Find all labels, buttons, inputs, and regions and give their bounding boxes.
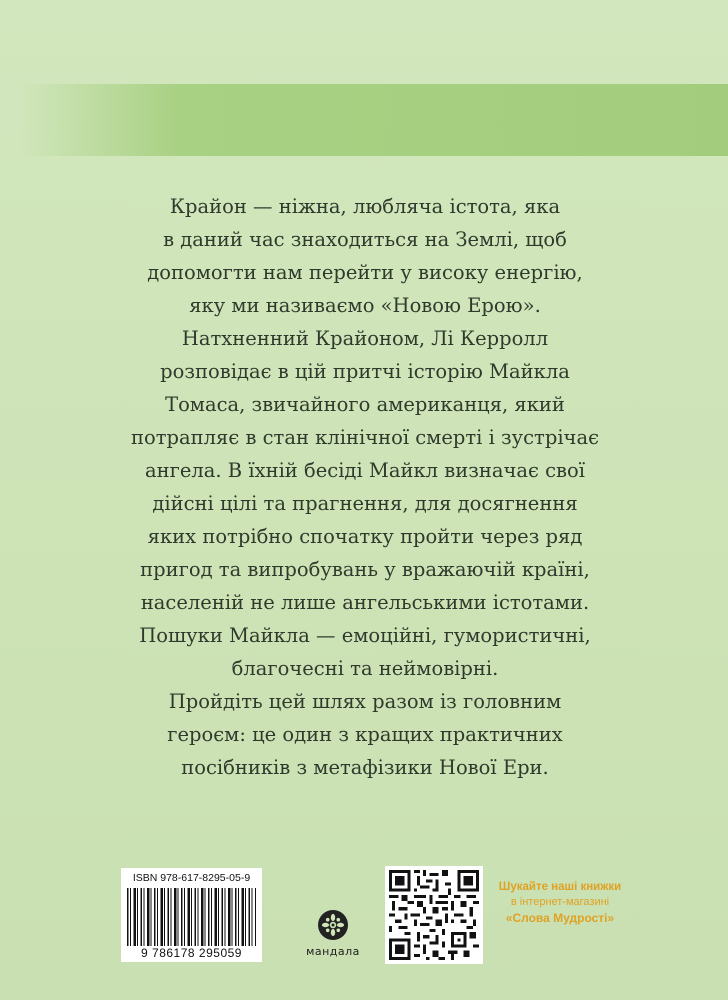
promo-store-name: «Слова Мудрості» bbox=[505, 911, 615, 925]
blurb-line: потрапляє в стан клінічної смерті і зустрічає bbox=[131, 426, 599, 449]
blurb-line: яких потрібно спочатку пройти через ряд bbox=[147, 525, 583, 548]
blurb-line: дійсні цілі та прагнення, для досягнення bbox=[152, 492, 578, 515]
blurb-line: Натхненний Крайоном, Лі Керролл bbox=[181, 327, 549, 350]
mandala-logo-icon bbox=[318, 910, 348, 940]
qr-code-icon bbox=[385, 866, 483, 964]
blurb-line: населеній не лише ангельськими істотами. bbox=[140, 591, 590, 614]
blurb-line: яку ми називаємо «Новою Ерою». bbox=[189, 294, 541, 317]
blurb-line: Томаса, звичайного американця, який bbox=[165, 393, 565, 416]
blurb-line: пригод та випробувань у вражаючій країні, bbox=[140, 558, 590, 581]
blurb-line: ангела. В їхній бесіді Майкл визначає свої bbox=[145, 459, 585, 482]
barcode-digits: 9 786178 295059 bbox=[141, 946, 242, 960]
blurb-line: допомогти нам перейти у високу енергію, bbox=[147, 261, 583, 284]
promo-line-2: в інтернет-магазині bbox=[510, 896, 610, 908]
blurb-line: в даний час знаходиться на Землі, щоб bbox=[163, 228, 567, 251]
blurb-line: Пошуки Майкла — емоційні, гумористичні, bbox=[139, 624, 591, 647]
book-blurb bbox=[130, 190, 600, 784]
blurb-line: благочесні та неймовірні. bbox=[231, 657, 499, 680]
isbn-label: ISBN 978-617-8295-05-9 bbox=[132, 872, 251, 884]
decorative-band bbox=[20, 84, 728, 156]
promo-line-1: Шукайте наші книжки bbox=[498, 881, 622, 893]
barcode-bars bbox=[127, 888, 256, 946]
blurb-line: розповідає в цій притчі історію Майкла bbox=[160, 360, 570, 383]
publisher-name: мандала bbox=[306, 945, 360, 958]
blurb-line: героєм: це один з кращих практичних bbox=[167, 723, 563, 746]
isbn-barcode bbox=[121, 868, 262, 962]
blurb-line: Пройдіть цей шлях разом із головним bbox=[168, 690, 562, 713]
blurb-line: Крайон — ніжна, любляча істота, яка bbox=[169, 195, 561, 218]
blurb-line: посібників з метафізики Нової Ери. bbox=[181, 756, 549, 779]
bookstore-promo bbox=[492, 880, 628, 927]
